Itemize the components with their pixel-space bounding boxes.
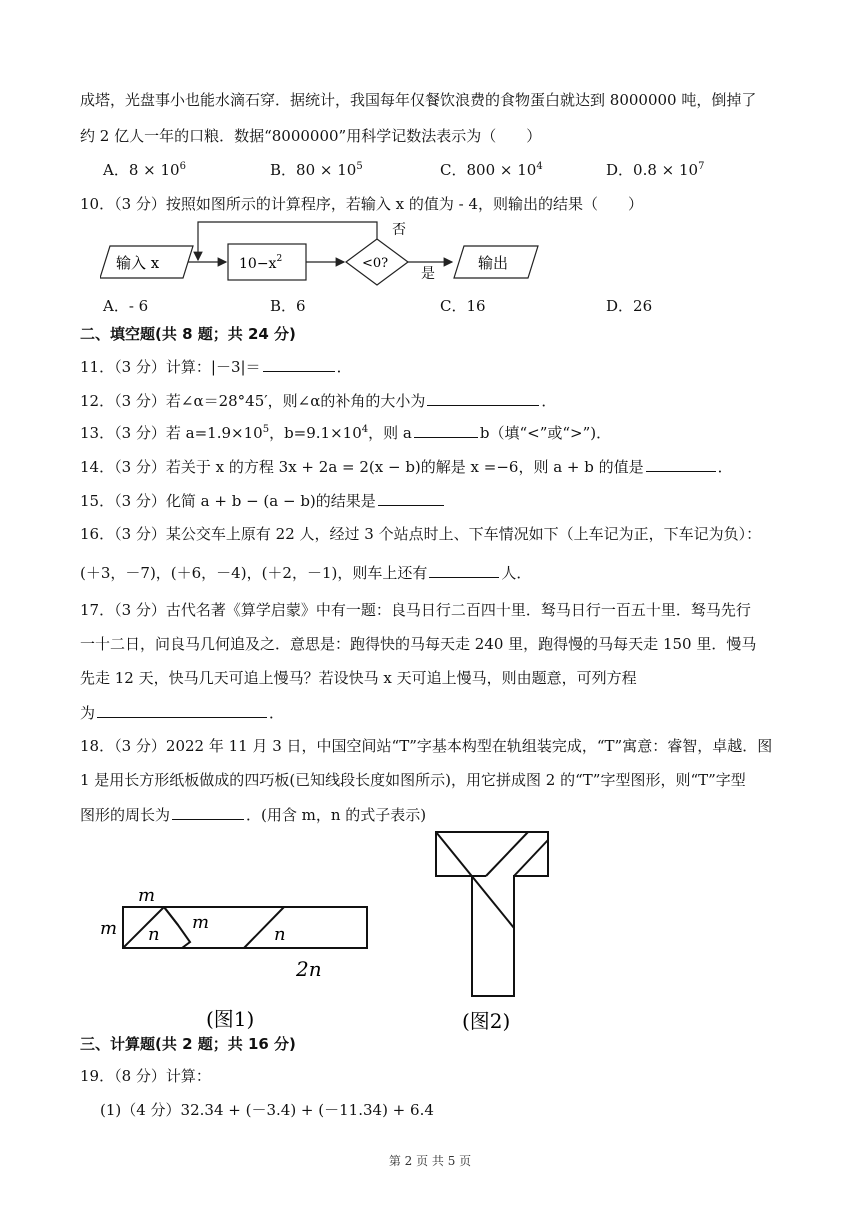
q19-stem: 19．（8 分）计算： <box>80 1067 211 1085</box>
flow-input-label: 输入 x <box>116 254 160 272</box>
q14-answer-blank[interactable] <box>646 456 716 472</box>
fig1-label-m-mid: m <box>192 912 210 933</box>
q16-answer-blank[interactable] <box>429 562 499 578</box>
q10-option-a[interactable]: A．- 6 <box>103 297 149 315</box>
flow-process-label: $10-x^2$ <box>239 254 283 272</box>
q17-line2: 一十二日，问良马几何追及之．意思是：跑得快的马每天走 240 里，跑得慢的马每天走 150 里．慢马 <box>80 635 757 653</box>
q9-option-c[interactable]: C．$800 \times 10^4$ <box>440 161 543 179</box>
section-2-heading: 二、填空题(共 8 题；共 24 分) <box>80 325 296 343</box>
q18-figure-2 <box>428 828 558 1038</box>
q11: 11．（3 分）计算：|－3|＝ ． <box>80 358 352 376</box>
q15-answer-blank[interactable] <box>378 490 444 506</box>
flow-no-label: 否 <box>392 222 406 238</box>
q17-line1: 17．（3 分）古代名著《算学启蒙》中有一题：良马日行二百四十里．驽马日行一百五十里．驽马先行 <box>80 601 751 619</box>
q18-figure-1 <box>96 840 386 1036</box>
q12-answer-blank[interactable] <box>427 390 539 406</box>
fig1-label-m-left: m <box>100 918 118 939</box>
q16-line2: (＋3，－7)，(＋6，－4)，(＋2，－1)，则车上还有 人． <box>80 564 532 582</box>
q10-option-b[interactable]: B．6 <box>270 297 306 315</box>
flow-yes-label: 是 <box>421 266 435 282</box>
q17-line3: 先走 12 天，快马几天可追上慢马？若设快马 x 天可追上慢马，则由题意，可列方程 <box>80 669 637 687</box>
q9-option-b[interactable]: B．$80 \times 10^5$ <box>270 161 363 179</box>
fig2-caption: (图2) <box>462 1009 511 1033</box>
q10-stem: 10．（3 分）按照如图所示的计算程序，若输入 x 的值为 - 4，则输出的结果（ ） <box>80 195 644 213</box>
flow-decision-label: <0? <box>362 256 389 271</box>
q11-answer-blank[interactable] <box>263 356 335 372</box>
q18-line2: 1 是用长方形纸板做成的四巧板(已知线段长度如图所示)，用它拼成图 2 的“T”字型图形，则“T”字型 <box>80 771 746 789</box>
fig1-rectangle <box>123 907 367 948</box>
q16-line1: 16．（3 分）某公交车上原有 22 人，经过 3 个站点时上、下车情况如下（上车记为正，下车记为负）： <box>80 525 762 543</box>
q12: 12．（3 分）若∠α＝28°45′，则∠α的补角的大小为 ． <box>80 392 557 410</box>
q9-option-a[interactable]: A．$8 \times 10^6$ <box>103 161 186 179</box>
fig1-label-2n: 2n <box>296 957 322 981</box>
q15: 15．（3 分）化简 a + b − (a − b)的结果是 <box>80 490 446 511</box>
q19-part1: (1)（4 分）32.34 + (－3.4) + (－11.34) + 6.4 <box>100 1101 434 1119</box>
fig1-label-n2: n <box>274 924 286 945</box>
q10-option-d[interactable]: D．26 <box>606 297 653 315</box>
q17-answer-blank[interactable] <box>97 702 267 718</box>
fig1-label-n1: n <box>148 924 160 945</box>
fig1-label-m-top: m <box>138 885 156 906</box>
page-footer: 第 2 页 共 5 页 <box>388 1154 472 1168</box>
q13: 13．（3 分）若 $a=1.9\times 10^5$，$b=9.1\times 10^4$，则 a b（填“<”或“>”)． <box>80 424 612 442</box>
fig1-caption: (图1) <box>206 1007 255 1031</box>
q10-option-c[interactable]: C．16 <box>440 297 486 315</box>
q13-answer-blank[interactable] <box>414 422 478 438</box>
q17-line4: 为 ． <box>80 704 285 722</box>
q9-line2: 约 2 亿人一年的口粮．数据“8000000”用科学记数法表示为（ ） <box>80 127 542 145</box>
q10-flowchart <box>100 218 540 290</box>
q18-line3: 图形的周长为 ．(用含 m，n 的式子表示) <box>80 806 427 824</box>
q14: 14．（3 分）若关于 x 的方程 3x + 2a = 2(x − b)的解是 x =−6，则 a + b 的值是 ． <box>80 458 733 476</box>
q18-answer-blank[interactable] <box>172 804 244 820</box>
q9-option-d[interactable]: D．$0.8 \times 10^7$ <box>606 161 705 179</box>
q9-line1: 成塔，光盘事小也能水滴石穿．据统计，我国每年仅餐饮浪费的食物蛋白就达到 8000000 吨，倒掉了 <box>80 91 757 109</box>
section-3-heading: 三、计算题(共 2 题；共 16 分) <box>80 1035 296 1053</box>
q18-line1: 18．（3 分）2022 年 11 月 3 日，中国空间站“T”字基本构型在轨组装完成，“T”寓意：睿智，卓越．图 <box>80 737 773 755</box>
flow-output-label: 输出 <box>478 254 509 272</box>
